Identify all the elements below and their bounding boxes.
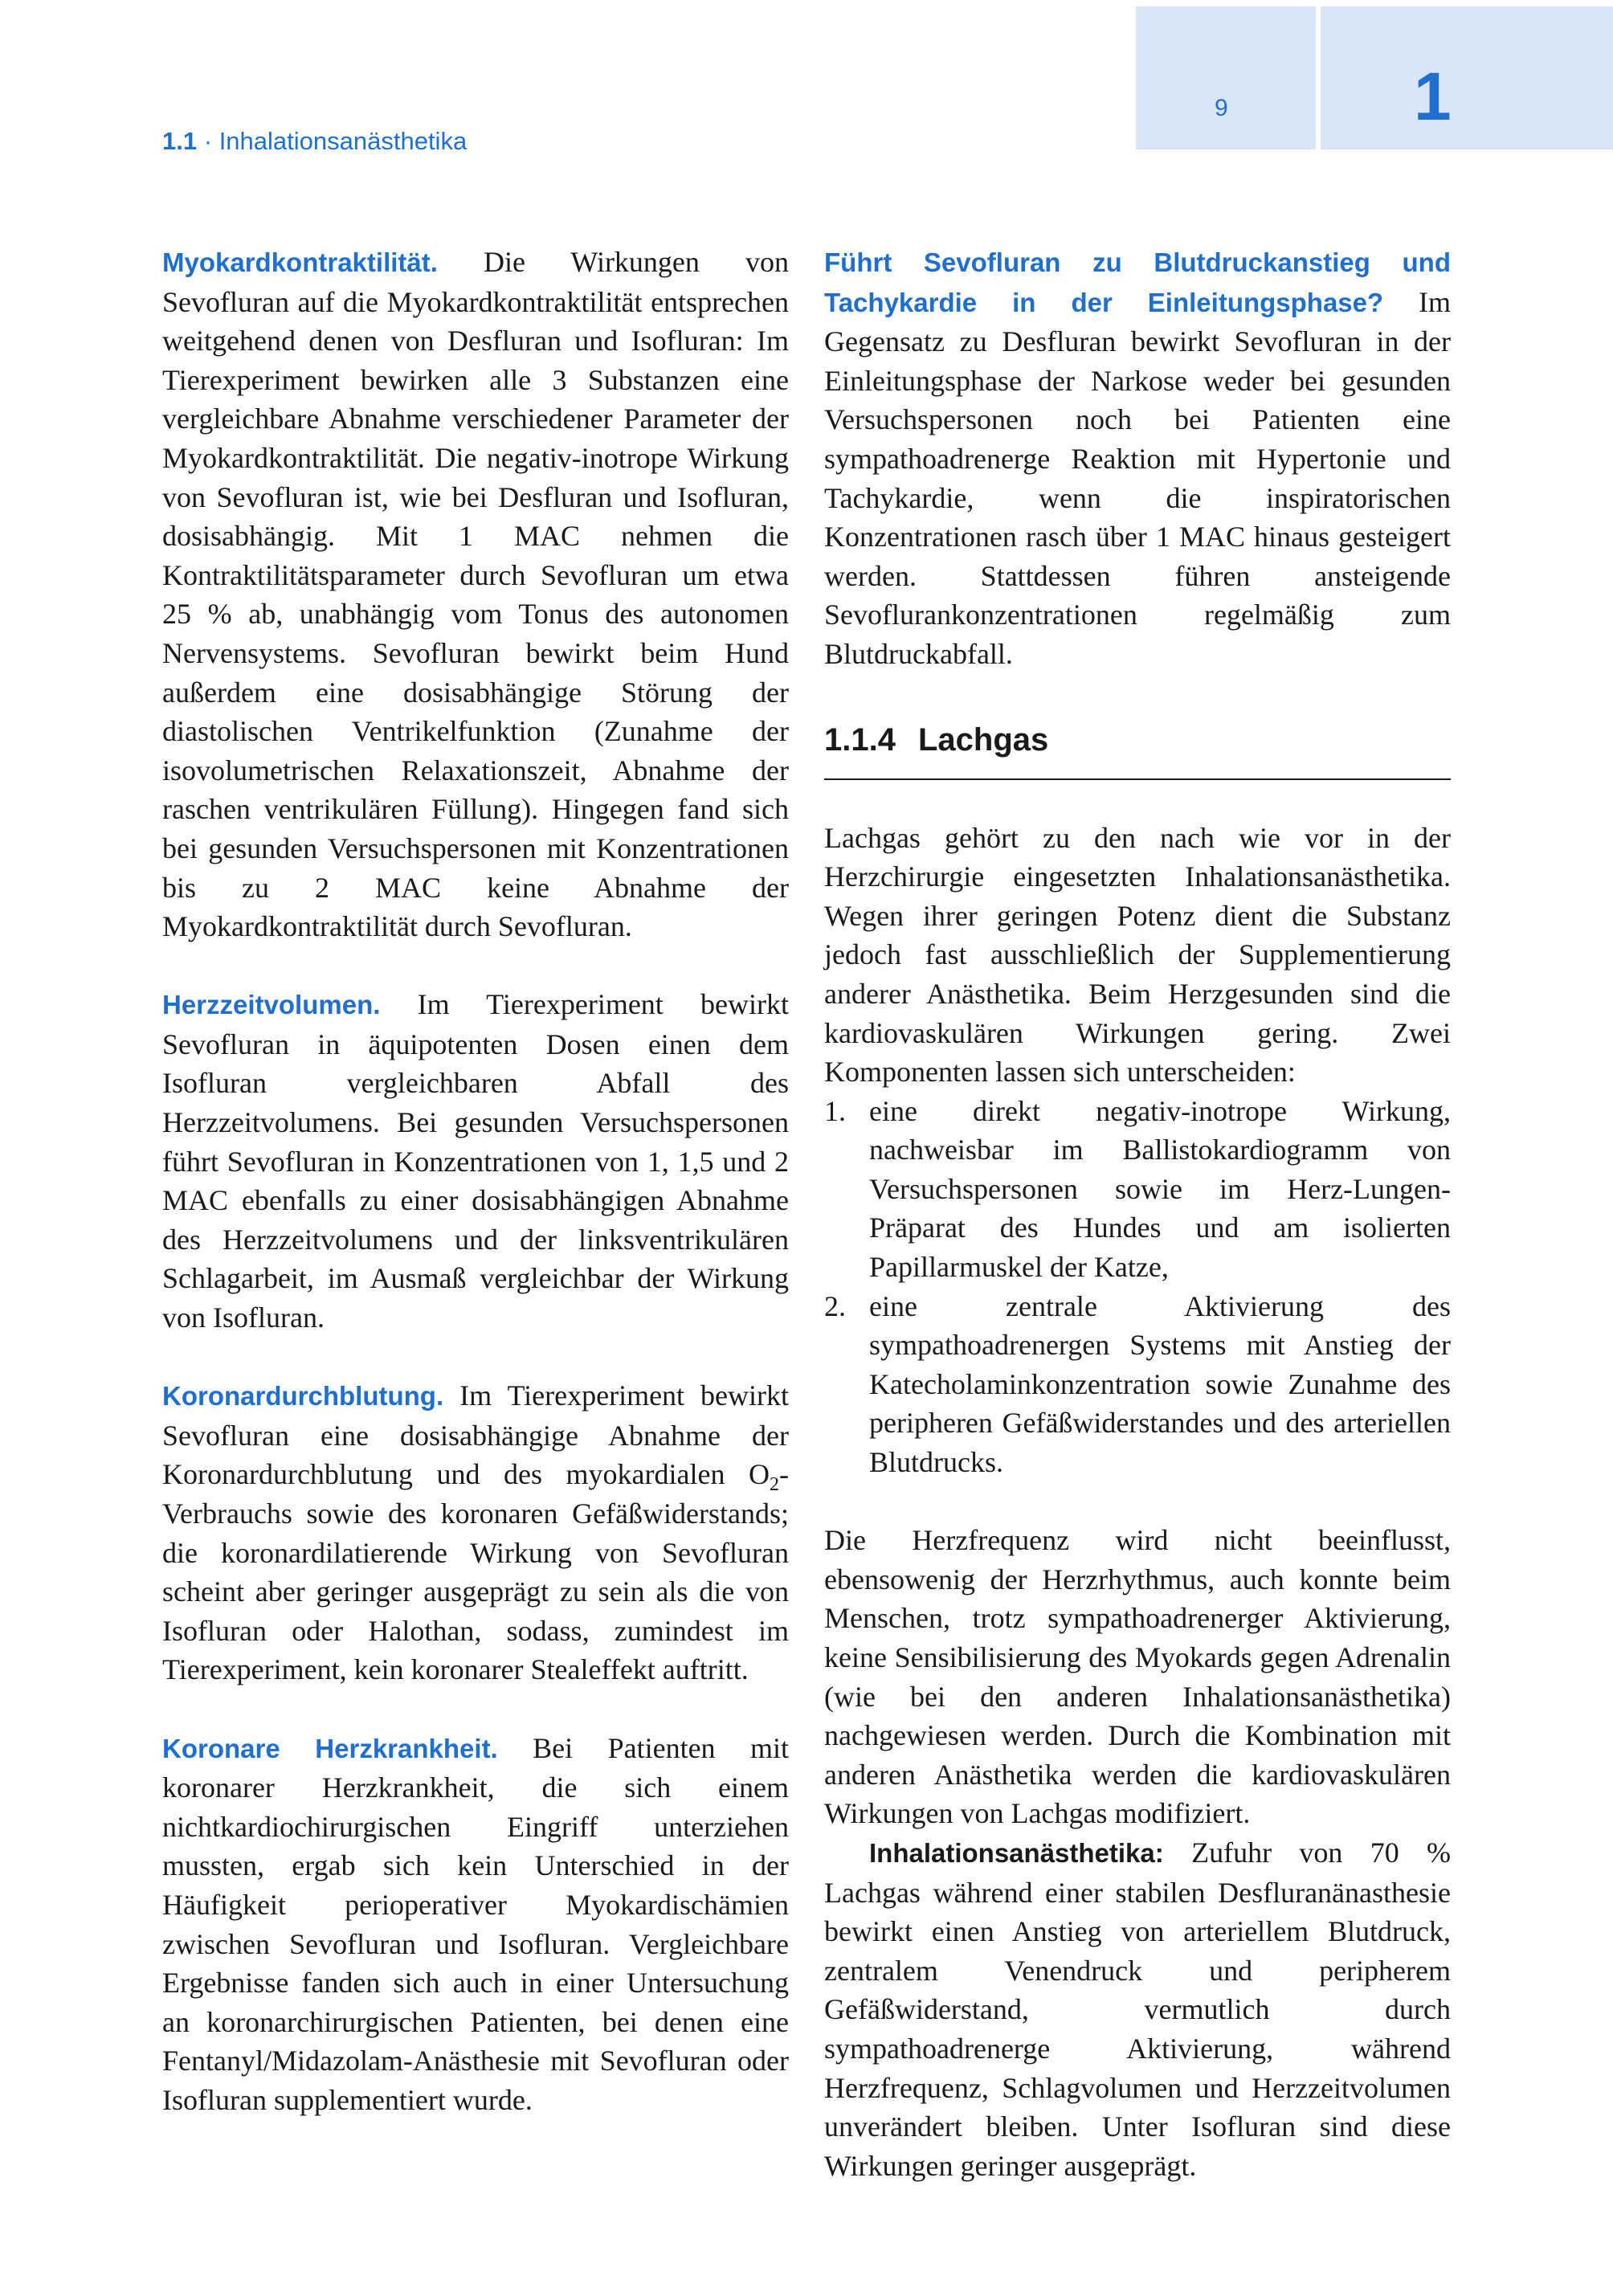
runin-heading: Herzzeitvolumen. [162, 990, 381, 1020]
section-heading [824, 719, 1451, 780]
paragraph-herzzeitvolumen [162, 985, 789, 1337]
paragraph-blutdruckanstieg [824, 243, 1451, 674]
paragraph-myokardkontraktilitaet [162, 243, 789, 946]
running-head-number: 1.1 [162, 127, 198, 155]
list-marker: 1. [824, 1094, 846, 1127]
paragraph-koronare-herzkrankheit [162, 1729, 789, 2120]
running-head [162, 127, 467, 156]
paragraph-lachgas-intro [824, 819, 1451, 1092]
chapter-number: 1 [1414, 59, 1452, 134]
page-number-tab [1136, 6, 1316, 149]
right-column [824, 243, 1451, 2225]
runin-heading: Koronare Herzkrankheit. [162, 1733, 498, 1763]
section-number: 1.1.4 [824, 721, 896, 758]
paragraph-text: Lachgas gehört zu den nach wie vor in der Herzchirurgie eingesetzten Inhalationsanästhetika. Wegen ihrer geringen Potenz dient die Substanz jedoch fast ausschließlich der Supplementierung anderer Anästhetika. Beim Herzgesunden sind die kardiovaskulären Wirkungen gering. Zwei Komponenten lassen sich unterscheiden: [824, 821, 1451, 1089]
paragraph-text: Bei Patienten mit koronarer Herzkrankheit, die sich einem nichtkardiochirurgischen Eingriff unterziehen mussten, ergab sich kein Unterschied in der Häufigkeit perioperativer Myokardischämien zwischen Sevofluran und Isofluran. Vergleichbare Ergebnisse fanden sich auch in einer Untersuchung an koronarchirurgischen Patienten, bei denen eine Fentanyl/Midazolam-Anästhesie mit Sevofluran oder Isofluran supplementiert wurde. [162, 1731, 789, 2116]
running-head-separator: · [203, 127, 213, 155]
paragraph-koronardurchblutung [162, 1376, 789, 1689]
paragraph-text: Die Wirkungen von Sevofluran auf die Myokardkontraktilität entsprechen weitgehend denen von Desfluran und Isofluran: Im Tierexperiment bewirken alle 3 Substanzen eine vergleichbare Abnahme verschiedener Parameter der Myokardkontraktilität. Die negativ-inotrope Wirkung von Sevofluran ist, wie bei Desfluran und Isofluran, dosisabhängig. Mit 1 MAC nehmen die Kontraktilitätsparameter durch Sevofluran um etwa 25 % ab, unabhängig vom Tonus des autonomen Nervensystems. Sevofluran bewirkt beim Hund außerdem eine dosisabhängige Störung der diastolischen Ventrikelfunktion (Zunahme der isovolumetrischen Relaxationszeit, Abnahme der raschen ventrikulären Füllung). Hingegen fand sich bei gesunden Versuchspersonen mit Konzentrationen bis zu 2 MAC keine Abnahme der Myokardkontraktilität durch Sevofluran. [162, 246, 789, 943]
paragraph-text: Zufuhr von 70 % Lachgas während einer stabilen Desfluranänasthesie bewirkt einen Anstieg von arteriellem Blutdruck, zentralem Venendruck und peripherem Gefäßwiderstand, vermutlich durch sympathoadrenerge Aktivierung, während Herzfrequenz, Schlagvolumen und Herzzeitvolumen unverändert bleiben. Unter Isofluran sind diese Wirkungen geringer ausgeprägt. [824, 1836, 1451, 2182]
paragraph-inhalationsanaesthetika [824, 1833, 1451, 2185]
running-head-title: Inhalationsanästhetika [218, 127, 468, 155]
runin-heading: Führt Sevofluran zu Blutdruckanstieg und Tachykardie in der Einleitungsphase? [824, 247, 1451, 317]
page-number: 9 [1215, 95, 1228, 121]
paragraph-herzfrequenz [824, 1521, 1451, 1833]
subscript: 2 [770, 1474, 779, 1496]
paragraph-text: Im Tierexperiment bewirkt Sevofluran eine dosisabhängige Abnahme der Koronardurchblutung und des myokardialen O [162, 1379, 790, 1491]
paragraph-text: Im Tierexperiment bewirkt Sevofluran in äquipotenten Dosen einen dem Isofluran vergleichbaren Abfall des Herzzeitvolumens. Bei gesunden Versuchspersonen führt Sevofluran in Konzentrationen von 1, 1,5 und 2 MAC ebenfalls zu einer dosisabhängigen Abnahme des Herzzeitvolumens und der linksventrikulären Schlagarbeit, im Ausmaß vergleichbar der Wirkung von Isofluran. [162, 988, 789, 1334]
list-item-text: eine zentrale Aktivierung des sympathoadrenergen Systems mit Anstieg der Katecholaminkonzentration sowie Zunahme des peripheren Gefäßwiderstandes und des arteriellen Blutdrucks. [869, 1289, 1451, 1479]
section-title: Lachgas [917, 721, 1049, 758]
runin-heading: Koronardurchblutung. [162, 1381, 444, 1412]
chapter-tab [1321, 6, 1613, 149]
list-item [824, 1287, 1451, 1482]
list-marker: 2. [824, 1289, 846, 1322]
paragraph-text: Die Herzfrequenz wird nicht beeinflusst, ebensowenig der Herzrhythmus, auch konnte beim Menschen, trotz sympathoadrenerger Aktivierung, keine Sensibilisierung des Myokards gegen Adrenalin (wie bei den anderen Inhalationsanästhetika) nachgewiesen werden. Durch die Kombination mit anderen Anästhetika werden die kardiovaskulären Wirkungen von Lachgas modifiziert. [824, 1524, 1451, 1830]
paragraph-text: -Verbrauchs sowie des koronaren Gefäßwiderstands; die koronardilatierende Wirkung von Sevofluran scheint aber geringer ausgeprägt zu sein als die von Isofluran oder Halothan, sodass, zumindest im Tierexperiment, kein koronarer Stealeffekt auftritt. [162, 1458, 789, 1686]
runin-heading: Inhalationsanästhetika: [869, 1837, 1164, 1868]
list-item [824, 1092, 1451, 1287]
list-item-text: eine direkt negativ-inotrope Wirkung, nachweisbar im Ballistokardiogramm von Versuchspersonen sowie im Herz-Lungen-Präparat des Hundes und am isolierten Papillarmuskel der Katze, [869, 1094, 1451, 1284]
runin-heading: Myokardkontraktilität. [162, 247, 438, 277]
paragraph-text: Im Gegensatz zu Desfluran bewirkt Sevofluran in der Einleitungsphase der Narkose weder bei gesunden Versuchspersonen noch bei Patienten eine sympathoadrenerge Reaktion mit Hypertonie und Tachykardie, wenn die inspiratorischen Konzentrationen rasch über 1 MAC hinaus gesteigert werden. Stattdessen führen ansteigende Sevoflurankonzentrationen regelmäßig zum Blutdruckabfall. [824, 285, 1452, 670]
left-column [162, 243, 789, 2159]
numbered-list [824, 1092, 1451, 1482]
